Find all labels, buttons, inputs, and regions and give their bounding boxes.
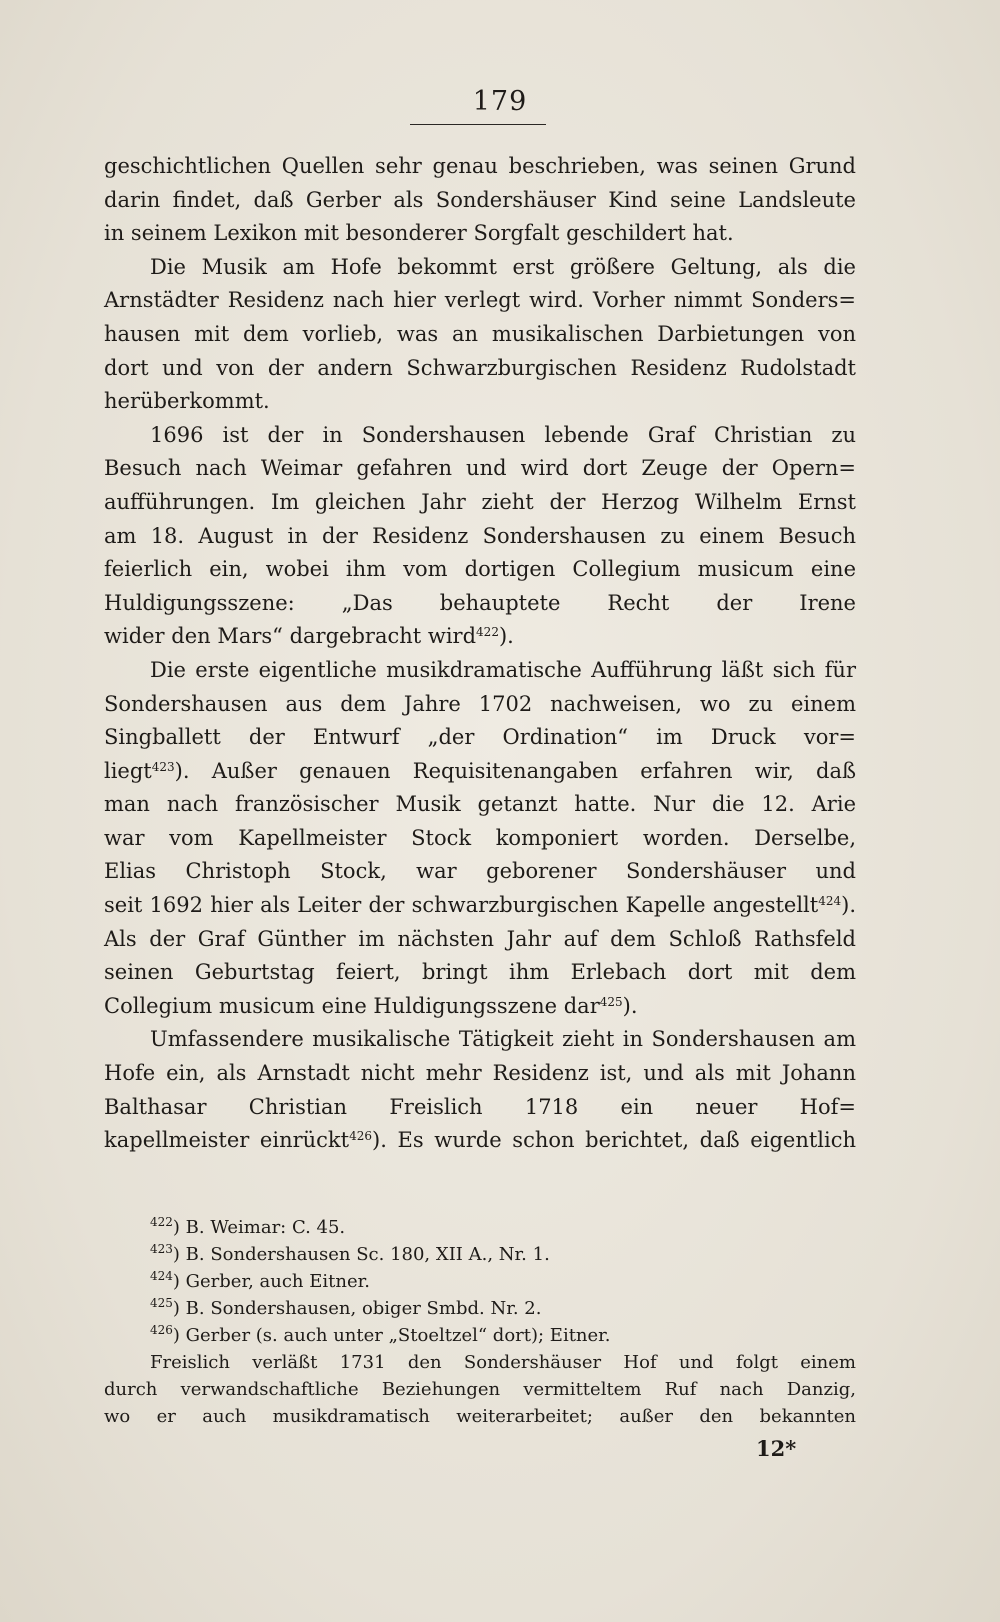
text-fragment: ). bbox=[841, 893, 856, 918]
text-line: Sondershausen aus dem Jahre 1702 nachweisen, wo zu einem bbox=[104, 691, 856, 716]
footnote-number: 424 bbox=[150, 1269, 173, 1283]
footnote-continuation-line: Freislich verläßt 1731 den Sondershäuser Hof und folgt einem bbox=[150, 1352, 856, 1373]
text-fragment: liegt bbox=[104, 758, 152, 783]
text-fragment: wider den Mars“ dargebracht wird bbox=[104, 624, 477, 649]
text-line: herüberkommt. bbox=[104, 389, 270, 414]
text-line: Die Musik am Hofe bekommt erst größere Geltung, als die bbox=[150, 254, 856, 279]
footnotes bbox=[104, 1214, 856, 1430]
text-line: geschichtlichen Quellen sehr genau beschrieben, was seinen Grund bbox=[104, 154, 856, 178]
text-line: Hofe ein, als Arnstadt nicht mehr Residenz ist, und als mit Johann bbox=[104, 1061, 856, 1086]
footnote-number: 423 bbox=[150, 1242, 173, 1256]
header-rule bbox=[410, 124, 546, 125]
text-line: Elias Christoph Stock, war geborener Sondershäuser und bbox=[104, 859, 856, 884]
text-line: man nach französischer Musik getanzt hatte. Nur die 12. Arie bbox=[104, 792, 856, 817]
text-line bbox=[104, 1124, 856, 1158]
footnote-number: 422 bbox=[150, 1215, 173, 1229]
text-line: Huldigungsszene: „Das behauptete Recht der Irene bbox=[104, 590, 856, 615]
text-line bbox=[104, 889, 856, 923]
text-fragment: ). bbox=[498, 624, 514, 649]
text-line: 1696 ist der in Sondershausen lebende Graf Christian zu bbox=[150, 422, 856, 447]
footnote bbox=[104, 1322, 856, 1349]
footnote-continuation-line: durch verwandschaftliche Beziehungen vermitteltem Ruf nach Danzig, bbox=[104, 1379, 856, 1400]
footnote-text: ) B. Weimar: C. 45. bbox=[172, 1217, 346, 1238]
text-fragment: ). Es wurde schon berichtet, daß eigentlich bbox=[372, 1128, 857, 1153]
text-line bbox=[104, 755, 856, 789]
text-line: darin findet, daß Gerber als Sondershäuser Kind seine Landsleute bbox=[104, 187, 856, 212]
footnote-text: ) Gerber (s. auch unter „Stoeltzel“ dort); Eitner. bbox=[172, 1325, 611, 1346]
text-line: hausen mit dem vorlieb, was an musikalischen Darbietungen von bbox=[104, 321, 856, 346]
text-line: seinen Geburtstag feiert, bringt ihm Erlebach dort mit dem bbox=[104, 960, 856, 985]
text-line: aufführungen. Im gleichen Jahr zieht der Herzog Wilhelm Ernst bbox=[104, 489, 856, 514]
footnote-number: 426 bbox=[150, 1323, 173, 1337]
footnote bbox=[104, 1214, 856, 1241]
text-line: Arnstädter Residenz nach hier verlegt wird. Vorher nimmt Sonders= bbox=[104, 288, 856, 313]
footnote-number: 425 bbox=[150, 1296, 173, 1310]
text-line: Als der Graf Günther im nächsten Jahr auf dem Schloß Rathsfeld bbox=[104, 926, 856, 951]
footnote-text: ) B. Sondershausen, obiger Smbd. Nr. 2. bbox=[172, 1298, 542, 1319]
text-fragment: seit 1692 hier als Leiter der schwarzburgischen Kapelle angestellt bbox=[104, 893, 819, 918]
text-line: in seinem Lexikon mit besonderer Sorgfalt geschildert hat. bbox=[104, 221, 734, 246]
text-fragment: Collegium musicum eine Huldigungsszene dar bbox=[104, 993, 600, 1018]
text-line: dort und von der andern Schwarzburgischen Residenz Rudolstadt bbox=[104, 355, 856, 380]
footnote-text: ) B. Sondershausen Sc. 180, XII A., Nr. 1. bbox=[172, 1244, 550, 1265]
text-fragment: ). bbox=[622, 993, 638, 1018]
text-line: Singballett der Entwurf „der Ordination“ im Druck vor= bbox=[104, 725, 856, 750]
page-number: 179 bbox=[472, 86, 528, 117]
footnote-marker: 423 bbox=[151, 759, 175, 774]
footnote-marker: 426 bbox=[349, 1129, 372, 1144]
footnote bbox=[104, 1241, 856, 1268]
text-line: Balthasar Christian Freislich 1718 ein neuer Hof= bbox=[104, 1094, 856, 1119]
footnote-marker: 425 bbox=[599, 994, 623, 1009]
text-line bbox=[104, 990, 856, 1024]
text-fragment: kapellmeister einrückt bbox=[104, 1128, 350, 1153]
text-line: feierlich ein, wobei ihm vom dortigen Collegium musicum eine bbox=[104, 557, 856, 582]
text-line: Umfassendere musikalische Tätigkeit zieht in Sondershausen am bbox=[150, 1027, 856, 1052]
text-line: Besuch nach Weimar gefahren und wird dort Zeuge der Opern= bbox=[104, 456, 856, 481]
text-line: Die erste eigentliche musikdramatische Aufführung läßt sich für bbox=[150, 657, 856, 682]
footnote-marker: 424 bbox=[818, 894, 842, 909]
main-text bbox=[104, 150, 856, 1158]
signature-mark: 12* bbox=[756, 1436, 797, 1461]
text-line: am 18. August in der Residenz Sondershausen zu einem Besuch bbox=[104, 523, 856, 548]
footnote-text: ) Gerber, auch Eitner. bbox=[172, 1271, 370, 1292]
text-line: war vom Kapellmeister Stock komponiert worden. Derselbe, bbox=[104, 825, 856, 850]
text-fragment: ). Außer genauen Requisitenangaben erfahren wir, daß bbox=[174, 758, 856, 783]
footnote-continuation-line: wo er auch musikdramatisch weiterarbeitet; außer den bekannten bbox=[104, 1406, 856, 1427]
footnote bbox=[104, 1295, 856, 1322]
text-line bbox=[104, 620, 856, 654]
footnote-marker: 422 bbox=[476, 625, 499, 640]
footnote bbox=[104, 1268, 856, 1295]
